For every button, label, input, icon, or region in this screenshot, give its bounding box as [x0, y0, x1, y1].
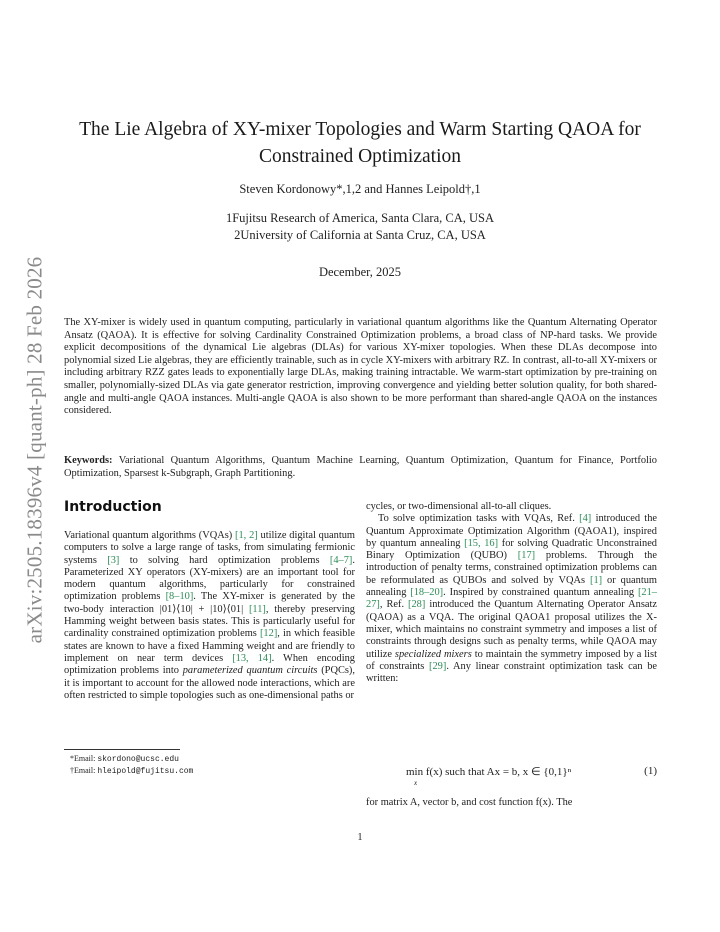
footnote-rule [64, 749, 180, 750]
intro-left-column: Variational quantum algorithms (VQAs) [1, 2] utilize digital quantum computers to solve a large range of tasks, from simulating fermionic systems [3] to solving hard optimization problems [4–7]. Parameterized XY operators (XY-mixers) are an important tool for modern quantum algorithms, particularly for constrained optimization problems [8–10]. The XY-mixer is generated by the two-body interaction |01⟩⟨10| + |10⟩⟨01| [11], thereby preserving Hamming weight between basis states. This is particularly useful for cardinality constrained optimization problems [12], in which feasible states are known to have a fixed Hamming weight and are friendly to implement on near term devices [13, 14]. When encoding optimization problems into parameterized quantum circuits (PQCs), it is important to account for the allowed node interactions, which are often restricted to simple topologies such as one-dimensional paths or [64, 530, 355, 701]
intro-right-column: cycles, or two-dimensional all-to-all cliques. To solve optimization tasks with VQAs, Ref. [4] introduced the Quantum Approximate Optimization Algorithm (QAOA1), inspired by quantum annealing [15, 16] for solving Quadratic Unconstrained Binary Optimization (QUBO) [17] problems. Through the introduction of penalty terms, constrained optimization problems can be reformulated as QUBOs and solved by VQAs [1] or quantum annealing [18–20]. Inspired by constrained quantum annealing [21–27], Ref. [28] introduced the Quantum Alternating Operator Ansatz (QAOA) as a VQA. The original QAOA1 proposal utilizes the X-mixer, which maintains no constraint symmetry and imposes a list of constraints through designs such as penalty terms, while QAOA may utilize specialized mixers to maintain the symmetry imposed by a list of constraints [29]. Any linear constraint optimization task can be written: [366, 501, 658, 685]
email-2: hleipold@fujitsu.com [97, 767, 194, 776]
footnote-email-2 [70, 765, 193, 777]
text-after-equation: for matrix A, vector b, and cost function f(x). The [366, 797, 573, 808]
paper-title: The Lie Algebra of XY-mixer Topologies and Warm Starting QAOA for Constrained Optimization [79, 119, 641, 167]
footnote-2-label: †Email: [70, 766, 98, 775]
email-1: skordono@ucsc.edu [97, 755, 179, 764]
footnotes [70, 753, 193, 777]
arxiv-id-text: arXiv:2505.18396v4 [quant-ph] 28 Feb 2026 [22, 256, 47, 644]
paper-authors: Steven Kordonowy*,1,2 and Hannes Leipold†,1 [239, 182, 481, 196]
page-number: 1 [357, 832, 363, 843]
paper-date: December, 2025 [318, 265, 402, 279]
affiliation-2: 2University of California at Santa Cruz, CA, USA [234, 228, 486, 242]
keywords-text: Variational Quantum Algorithms, Quantum Machine Learning, Quantum Optimization, Quantum for Finance, Portfolio Optimization, Sparsest k-Subgraph, Graph Partitioning. [64, 455, 657, 479]
affiliations [60, 210, 660, 244]
arxiv-sidebar-stamp [20, 240, 50, 660]
keywords-label: Keywords: [64, 455, 113, 466]
equation-number: (1) [644, 765, 657, 777]
keywords [64, 455, 657, 480]
abstract: The XY-mixer is widely used in quantum computing, particularly in variational quantum algorithms like the Quantum Alternating Operator Ansatz (QAOA). It is effective for solving Cardinality Constrained Optimization problems, a broad class of NP-hard tasks. We provide explicit decompositions of the dynamical Lie algebras (DLAs) for various XY-mixer topologies. When these DLAs decompose into polynomial sized Lie algebras, they are efficiently trainable, such as in cycle XY-mixers with arbitrary RZ. In contrast, all-to-all XY-mixers or including arbitrary RZZ gates leads to exponentially large DLAs, making training intractable. We warm-start optimization by pre-training on smaller, polynomially-sized DLAs via gate generator restriction, improving convergence and yielding better solution quality, for both shared-angle and multi-angle QAOA instances. Multi-angle QAOA is also shown to be more performant than shared-angle QAOA on the instances considered. [64, 317, 657, 417]
equation-subscript: x [414, 779, 418, 787]
footnote-email-1 [70, 753, 193, 765]
equation-body: min f(x) such that Ax = b, x ∈ {0,1}ⁿ [406, 766, 572, 778]
section-title-introduction: Introduction [64, 499, 162, 515]
affiliation-1: 1Fujitsu Research of America, Santa Clara, CA, USA [225, 211, 494, 225]
footnote-1-label: *Email: [70, 754, 98, 763]
